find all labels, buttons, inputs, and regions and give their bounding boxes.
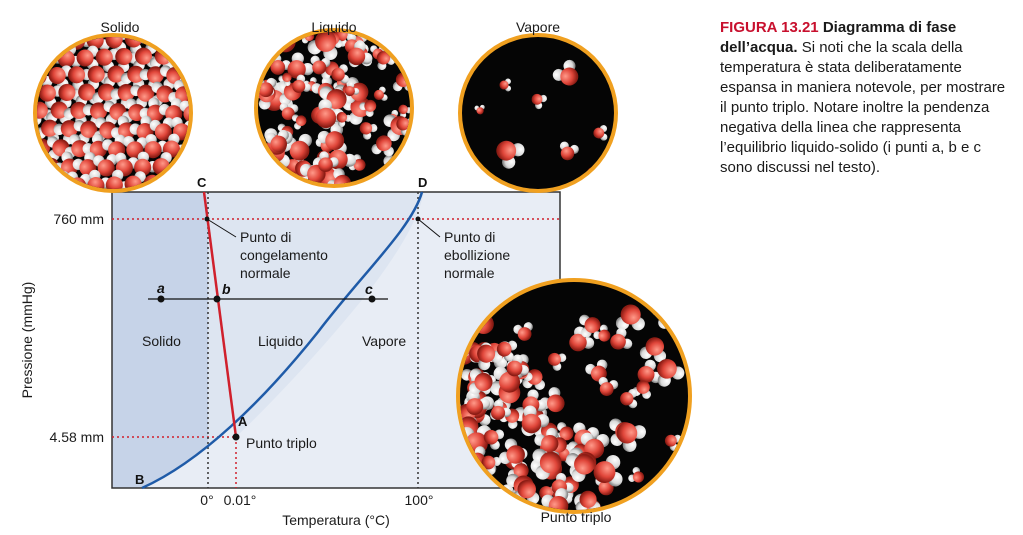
label-A: A — [238, 414, 248, 429]
y-tick-458: 4.58 mm — [49, 429, 104, 445]
boiling-annotation-1: Punto di — [444, 229, 496, 245]
water-molecule — [28, 29, 53, 51]
freezing-annotation-1: Punto di — [240, 229, 292, 245]
triple-point-dot — [233, 434, 240, 441]
water-molecule — [185, 42, 216, 74]
inset-label-vapor: Vapore — [515, 19, 561, 35]
inset-label-liquid: Liquido — [311, 19, 357, 35]
x-axis-label: Temperatura (°C) — [282, 512, 390, 528]
boiling-annotation-2: ebollizione — [444, 247, 511, 263]
freezing-annotation-3: normale — [240, 265, 291, 281]
point-b-dot — [214, 296, 221, 303]
region-label-vapor: Vapore — [362, 333, 407, 349]
inset-liquid — [246, 23, 416, 198]
label-B: B — [135, 472, 145, 487]
inset-vapor — [460, 35, 616, 191]
figure-title: Diagramma di fase dell’acqua. — [720, 19, 957, 56]
figure-number: FIGURA 13.21 — [720, 19, 819, 36]
inset-label-triple: Punto triplo — [540, 509, 612, 525]
label-a: a — [157, 280, 165, 296]
region-label-liquid: Liquido — [258, 333, 304, 349]
x-tick-100: 100° — [404, 492, 434, 508]
inset-solid — [23, 23, 218, 201]
point-a-dot — [158, 296, 165, 303]
x-tick-0: 0° — [200, 492, 214, 508]
water-molecule — [451, 492, 476, 520]
region-label-solid: Solido — [142, 333, 181, 349]
figure-caption — [720, 18, 1015, 178]
freezing-annotation-2: congelamento — [240, 247, 328, 263]
water-molecule — [23, 167, 56, 200]
y-axis-label: Pressione (mmHg) — [19, 281, 35, 399]
label-C: C — [197, 175, 207, 190]
label-b: b — [222, 281, 231, 297]
boiling-annotation-3: normale — [444, 265, 495, 281]
figure-caption-text: Si noti che la scala della temperatura è stata deliberatamente espansa in maniera notevole, per mostrare il punto triplo. Notare inoltre la pendenza negativa della linea che rappresenta l’equilibrio liquido-solido (i punti a, b e c sono discussi nel testo). — [720, 39, 1006, 176]
y-tick-760: 760 mm — [53, 211, 104, 227]
x-tick-001: 0.01° — [223, 492, 257, 508]
label-c: c — [365, 281, 373, 297]
label-D: D — [418, 175, 428, 190]
water-molecule — [176, 26, 207, 55]
water-molecule — [661, 280, 687, 305]
inset-label-solid: Solido — [100, 19, 140, 35]
triple-point-annotation: Punto triplo — [246, 435, 317, 451]
water-molecule — [160, 29, 187, 53]
